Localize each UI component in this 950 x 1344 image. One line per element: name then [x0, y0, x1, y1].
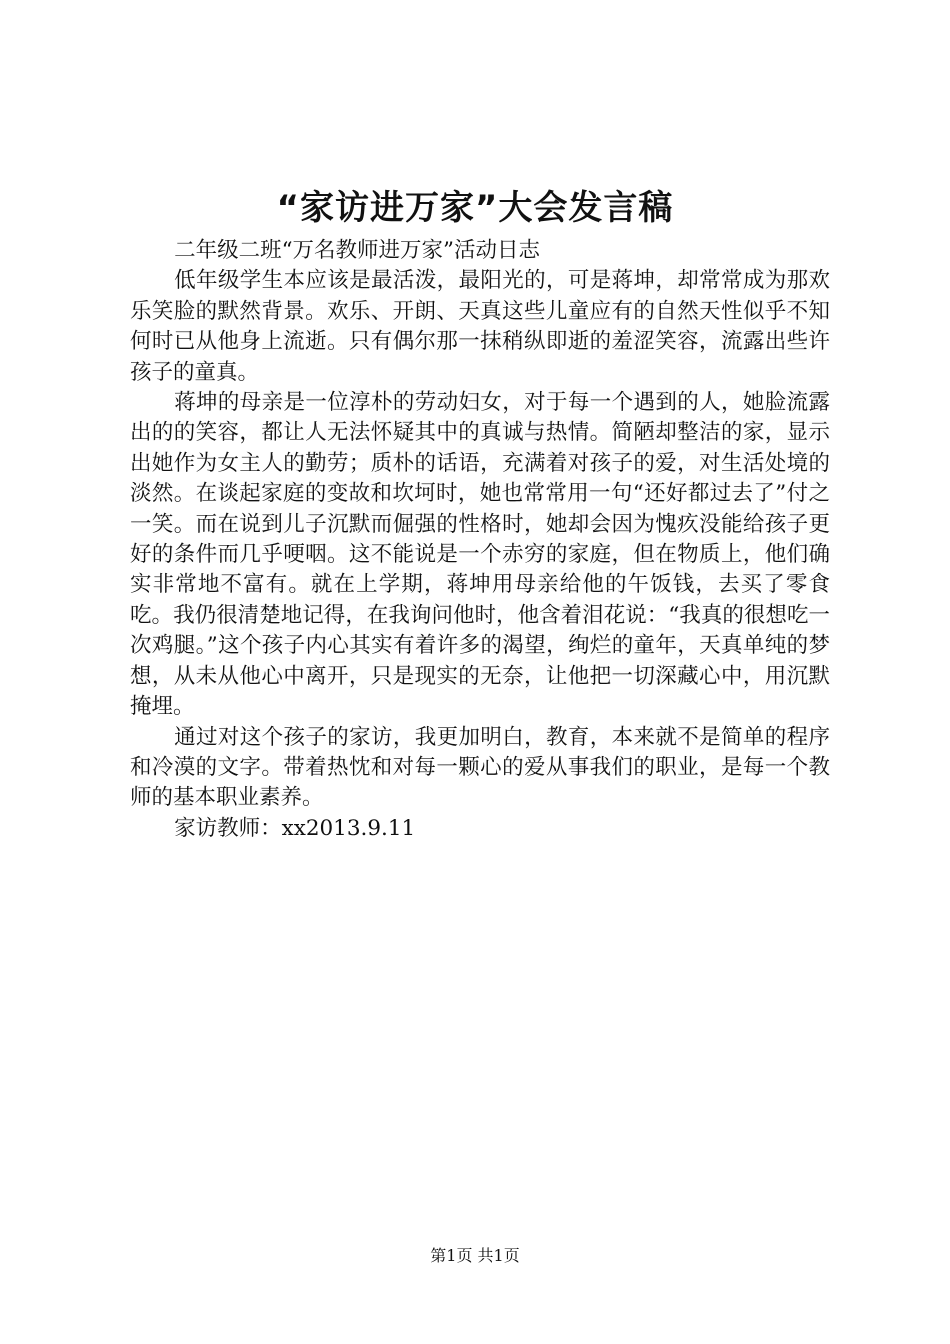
paragraph: 蒋坤的母亲是一位淳朴的劳动妇女，对于每一个遇到的人，她脸流露出的的笑容，都让人无法怀疑其中的真诚与热情。简陋却整洁的家，显示出她作为女主人的勤劳；质朴的话语，充满着对孩子的爱，对生活处境的淡然。在谈起家庭的变故和坎坷时，她也常常用一句“还好都过去了”付之一笑。而在说到儿子沉默而倔强的性格时，她却会因为愧疚没能给孩子更好的条件而几乎哽咽。这不能说是一个赤穷的家庭，但在物质上，他们确实非常地不富有。就在上学期，蒋坤用母亲给他的午饭钱，去买了零食吃。我仍很清楚地记得，在我询问他时，他含着泪花说：“我真的很想吃一次鸡腿。”这个孩子内心其实有着许多的渴望，绚烂的童年，天真单纯的梦想，从未从他心中离开，只是现实的无奈，让他把一切深藏心中，用沉默掩埋。: [130, 390, 830, 720]
document-body: [130, 236, 830, 844]
paragraph: 通过对这个孩子的家访，我更加明白，教育，本来就不是简单的程序和冷漠的文字。带着热忱和对每一颗心的爱从事我们的职业，是每一个教师的基本职业素养。: [130, 724, 830, 811]
paragraph-subtitle: 二年级二班“万名教师进万家”活动日志: [174, 238, 541, 263]
document-title: “家访进万家”大会发言稿: [276, 188, 674, 228]
page-footer: 第1页 共1页: [430, 1246, 520, 1265]
paragraph-signature: 家访教师：xx2013.9.11: [174, 815, 416, 841]
paragraph: 低年级学生本应该是最活泼，最阳光的，可是蒋坤，却常常成为那欢乐笑脸的默然背景。欢乐、开朗、天真这些儿童应有的自然天性似乎不知何时已从他身上流逝。只有偶尔那一抹稍纵即逝的羞涩笑容，流露出些许孩子的童真。: [130, 268, 830, 385]
